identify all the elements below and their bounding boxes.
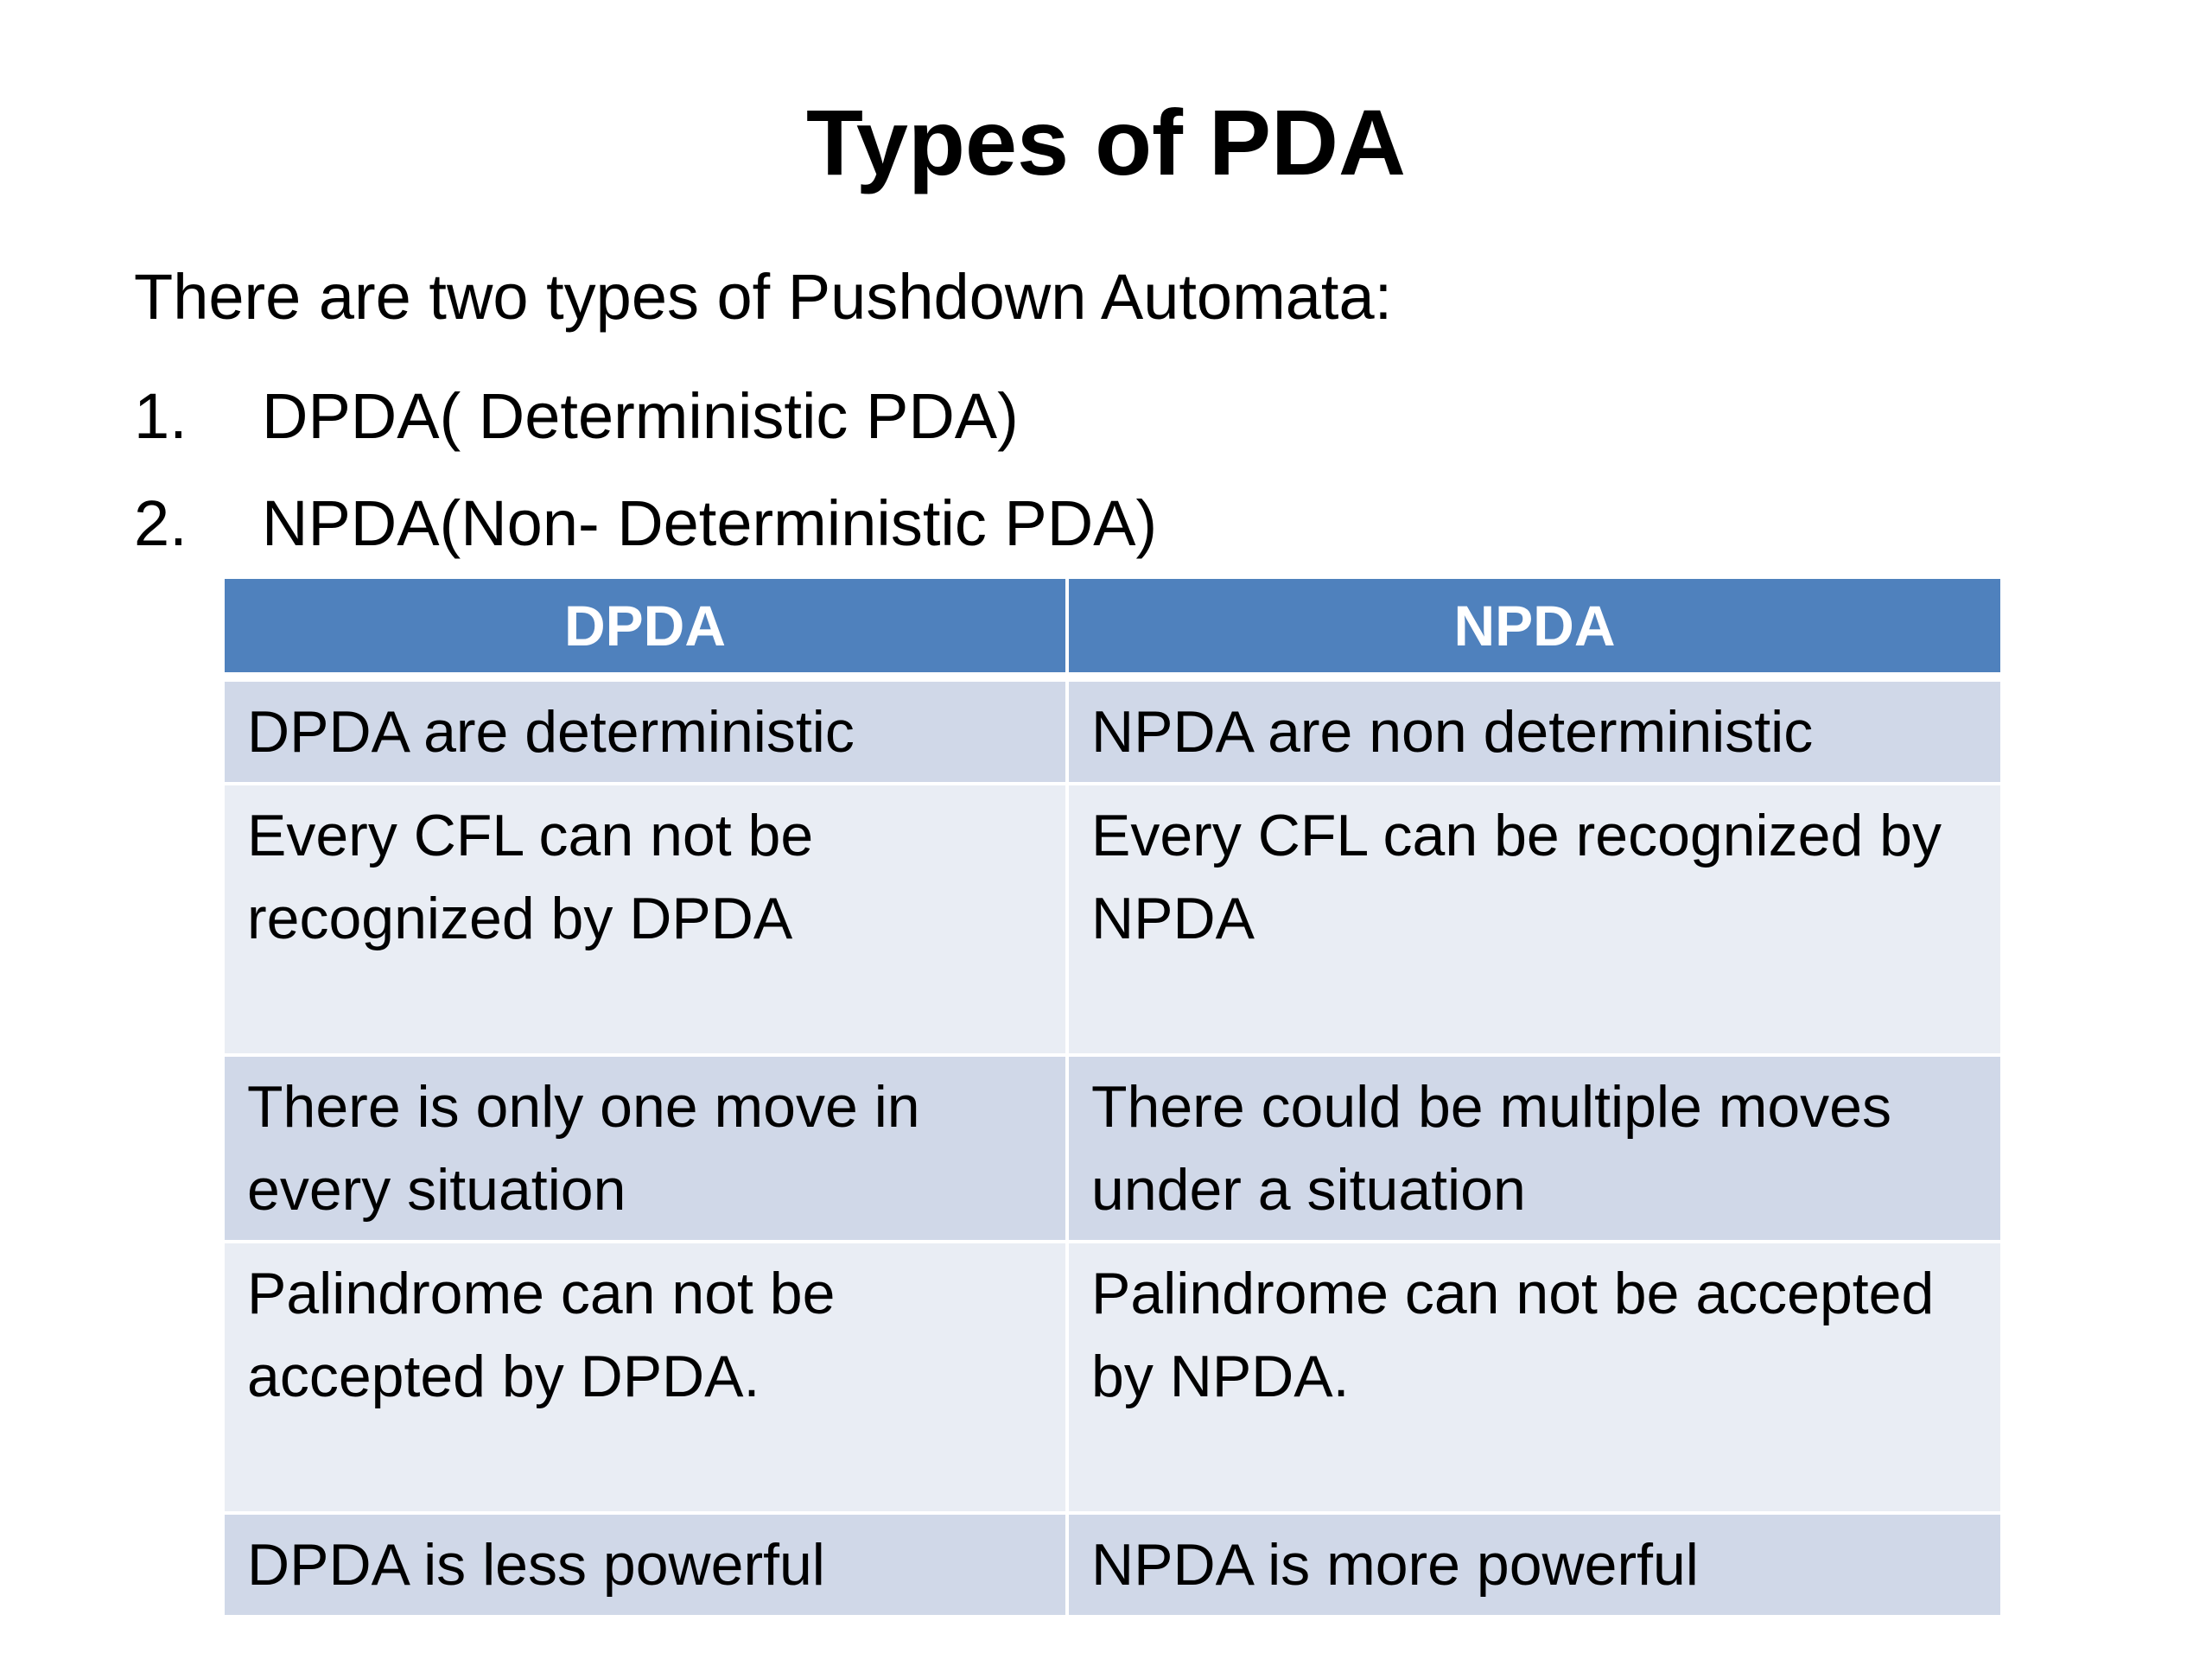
table-cell-npda: There could be multiple moves under a situation bbox=[1067, 1055, 2000, 1242]
header-npda: NPDA bbox=[1067, 579, 2000, 677]
table-cell-dpda: DPDA are deterministic bbox=[225, 677, 1067, 785]
table-cell-dpda: Every CFL can not be recognized by DPDA bbox=[225, 784, 1067, 1055]
list-item-npda bbox=[134, 470, 1157, 577]
table-cell-npda: Palindrome can not be accepted by NPDA. bbox=[1067, 1242, 2000, 1513]
list-number: 2. bbox=[134, 487, 188, 559]
table-header-row bbox=[225, 579, 2000, 677]
list-item-dpda bbox=[134, 363, 1157, 470]
list-item-text: DPDA( Deterministic PDA) bbox=[262, 380, 1019, 452]
table-cell-dpda: Palindrome can not be accepted by DPDA. bbox=[225, 1242, 1067, 1513]
table-row bbox=[225, 1055, 2000, 1242]
list-number: 1. bbox=[134, 380, 188, 452]
table-row bbox=[225, 1242, 2000, 1513]
table-cell-npda: NPDA are non deterministic bbox=[1067, 677, 2000, 785]
slide-title: Types of PDA bbox=[805, 90, 1407, 194]
comparison-table bbox=[225, 579, 2000, 1618]
table-cell-dpda: There is only one move in every situation bbox=[225, 1055, 1067, 1242]
table-cell-npda: NPDA is more powerful bbox=[1067, 1513, 2000, 1617]
table-cell-npda: Every CFL can be recognized by NPDA bbox=[1067, 784, 2000, 1055]
table-row bbox=[225, 1513, 2000, 1617]
table-cell-dpda: DPDA is less powerful bbox=[225, 1513, 1067, 1617]
pda-types-list bbox=[134, 363, 1157, 577]
list-item-text: NPDA(Non- Deterministic PDA) bbox=[262, 487, 1158, 559]
table-row bbox=[225, 677, 2000, 785]
intro-text: There are two types of Pushdown Automata: bbox=[134, 261, 1393, 333]
table-row bbox=[225, 784, 2000, 1055]
header-dpda: DPDA bbox=[225, 579, 1067, 677]
